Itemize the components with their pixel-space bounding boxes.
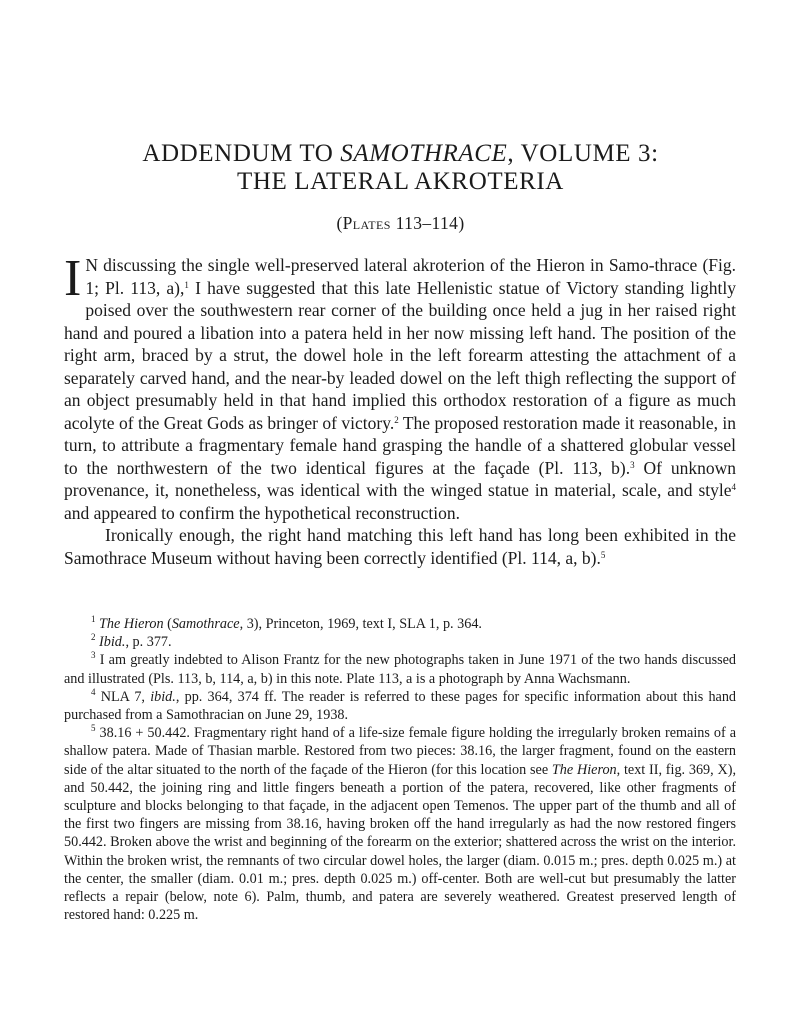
title-italic-samothrace: SAMOTHRACE	[340, 140, 508, 167]
footnotes	[64, 615, 736, 924]
footnote-1: $^1$ The Hieron (Samothrace, 3), Princeton, 1969, text I, SLA 1, p. 364.	[91, 614, 482, 632]
plates-reference: (Plates 113–114)	[336, 213, 465, 233]
footnote-ref-2[interactable]: 2	[394, 414, 399, 425]
footnote-ref-5[interactable]: 5	[600, 549, 606, 560]
footnote-ref-3[interactable]: 3	[630, 459, 635, 470]
footnote-ref-4[interactable]: 4	[731, 482, 736, 492]
drop-cap: I	[64, 250, 82, 307]
footnote-3: $^3$ I am greatly indebted to Alison Frantz for the new photographs taken in June 1971 of the two hands discussed and illustrated (Pls. 113, b, 114, a, b) in this note. Plate 113, a is a photograph by Anna Wachsmann.	[64, 650, 737, 687]
title-line-1: ADDENDUM TO SAMOTHRACE, VOLUME 3:	[142, 140, 659, 167]
title-line-2: THE LATERAL AKROTERIA	[237, 168, 564, 195]
footnote-4: $^4$ NLA 7, ibid., pp. 364, 374 ff. The reader is referred to these pages for specific information about this hand purchased from a Samothracian on June 29, 1938.	[64, 686, 737, 724]
footnote-5: $^5$ 38.16 + 50.442. Fragmentary right hand of a life-size female figure holding the irregularly broken remains of a shallow patera. Made of Thasian marble. Restored from two pieces: 38.16, the larger fragment, found on the eastern side of the altar situated to the north of the façade of the Hieron (for this location see The Hieron, text II, fig. 369, X), and 50.442, the joining ring and little fingers beneath a portion of the patera, recovered, like other fragments of sculpture and blocks belonging to that façade, in the adjacent open Temenos. The upper part of the thumb and all of the first two fingers are missing from 38.16, having broken off the hand irregularly as had the now restored fingers 50.442. Broken above the wrist and beginning of the forearm on the exterior; shattered across the wrist on the interior. Within the broken wrist, the remnants of two circular dowel holes, the larger (diam. 0.015 m.; pres. depth 0.025 m.) at the center, the smaller (diam. 0.01 m.; pres. depth 0.025 m.) off-center. Both are well-cut but presumably the latter reflects a repair (below, note 6). Palm, thumb, and patera are severely weathered. Greatest preserved length of restored hand: 0.225 m.	[64, 723, 736, 924]
article-title	[60, 140, 741, 196]
footnote-ref-1[interactable]: 1	[184, 279, 189, 290]
paragraph-1: I N discussing the single well-preserved lateral akroterion of the Hieron in Samo-thrace (Fig. 1; Pl. 113, a),$^1$ I have suggested that this late Hellenistic statue of Victory standing lightly poised over the southwestern rear corner of the building once held a jug in her raised right hand and poured a libation into a patera held in her now missing left hand. The position of the right arm, braced by a strut, the dowel hole in the left forearm attesting the attachment of a separately carved hand, and the near-by leaded dowel on the left thigh reflecting the support of an object presumably held in that hand implied this orthodox restoration of a figure as much acolyte of the Great Gods as bringer of victory.$^2$ The proposed restoration made it reasonable, in turn, to attribute a fragmentary female hand grasping the handle of a shattered globular vessel to the northwestern of the two identical figures at the façade (Pl. 113, b).$^3$ Of unknown provenance, it, nonetheless, was identical with the winged statue in material, scale, and style$^4$ and appeared to confirm the hypothetical reconstruction.	[64, 250, 736, 523]
footnote-2: $^2$ Ibid., p. 377.	[91, 632, 172, 651]
paragraph-2: Ironically enough, the right hand matching this left hand has long been exhibited in the Samothrace Museum without having been correctly identified (Pl. 114, a, b).$^5$	[64, 525, 736, 568]
article-body	[64, 250, 736, 569]
